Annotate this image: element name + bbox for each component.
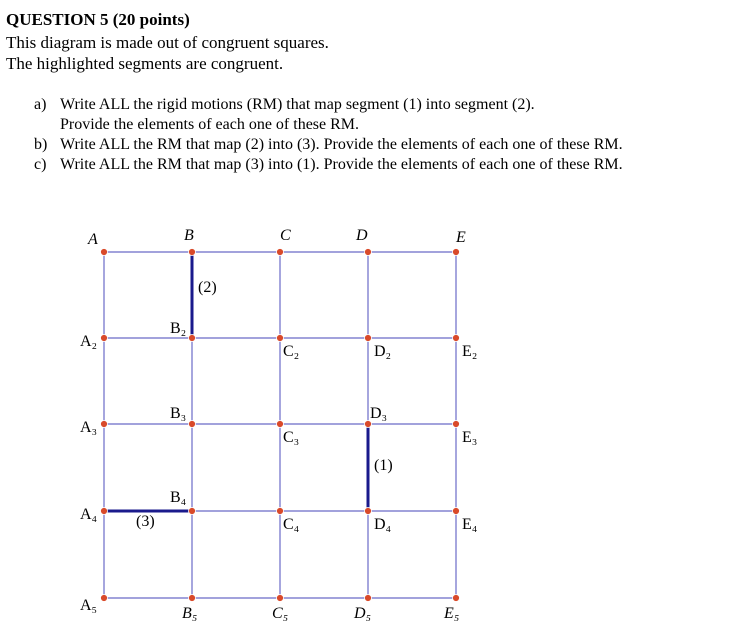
label-C3: C₃ (283, 429, 300, 446)
label-E: E (456, 229, 466, 246)
question-b-text: Write ALL the RM that map (2) into (3). Provide the elements of each one of these RM. (60, 136, 623, 153)
point-A4 (101, 508, 108, 515)
label-C2: C₂ (283, 343, 300, 360)
question-a-label: a) (34, 96, 47, 113)
point-A (101, 249, 108, 256)
question-title: QUESTION 5 (20 points) (6, 10, 190, 29)
label-B4: B₄ (170, 489, 187, 506)
question-c-text: Write ALL the RM that map (3) into (1). Provide the elements of each one of these RM. (60, 156, 623, 173)
question-a-text-2: Provide the elements of each one of these RM. (60, 116, 360, 133)
point-A5 (101, 595, 108, 602)
label-E3: E₃ (462, 429, 478, 446)
point-A2 (101, 335, 108, 342)
label-C5: C₅ (272, 605, 289, 622)
point-D4 (365, 508, 372, 515)
label-D: D (356, 227, 368, 244)
point-C (277, 249, 284, 256)
point-B2 (189, 335, 196, 342)
point-D5 (365, 595, 372, 602)
label-E4: E₄ (462, 516, 478, 533)
label-C4: C₄ (283, 516, 300, 533)
point-A3 (101, 421, 108, 428)
label-C: C (280, 227, 291, 244)
point-E5 (453, 595, 460, 602)
label-D3: D₃ (370, 405, 388, 422)
point-C2 (277, 335, 284, 342)
point-D2 (365, 335, 372, 342)
segment-1-label: (1) (374, 457, 393, 474)
label-E2: E₂ (462, 343, 478, 360)
label-A4: A₄ (80, 506, 98, 523)
label-A3: A₃ (80, 419, 98, 436)
segment-3-label: (3) (136, 513, 155, 530)
point-C5 (277, 595, 284, 602)
segment-2-label: (2) (198, 279, 217, 296)
point-C3 (277, 421, 284, 428)
label-D2: D₂ (374, 343, 392, 360)
label-B3: B₃ (170, 405, 187, 422)
label-A5: A₅ (80, 597, 98, 614)
point-B5 (189, 595, 196, 602)
point-E4 (453, 508, 460, 515)
label-A: A (88, 231, 98, 248)
question-a-text: Write ALL the rigid motions (RM) that map segment (1) into segment (2). (60, 96, 535, 113)
question-b-label: b) (34, 136, 48, 153)
point-E (453, 249, 460, 256)
label-A2: A₂ (80, 333, 98, 350)
question-c-label: c) (34, 156, 47, 173)
label-E5: E₅ (444, 605, 460, 622)
point-C4 (277, 508, 284, 515)
point-E3 (453, 421, 460, 428)
intro-line-1: This diagram is made out of congruent squares. (6, 33, 329, 52)
intro-line-2: The highlighted segments are congruent. (6, 54, 284, 73)
point-B4 (189, 508, 196, 515)
label-B2: B₂ (170, 320, 187, 337)
point-E2 (453, 335, 460, 342)
label-D4: D₄ (374, 516, 392, 533)
label-B5: B₅ (182, 605, 198, 622)
point-B (189, 249, 196, 256)
point-D (365, 249, 372, 256)
label-D5: D₅ (354, 605, 372, 622)
label-B: B (184, 227, 194, 244)
point-B3 (189, 421, 196, 428)
